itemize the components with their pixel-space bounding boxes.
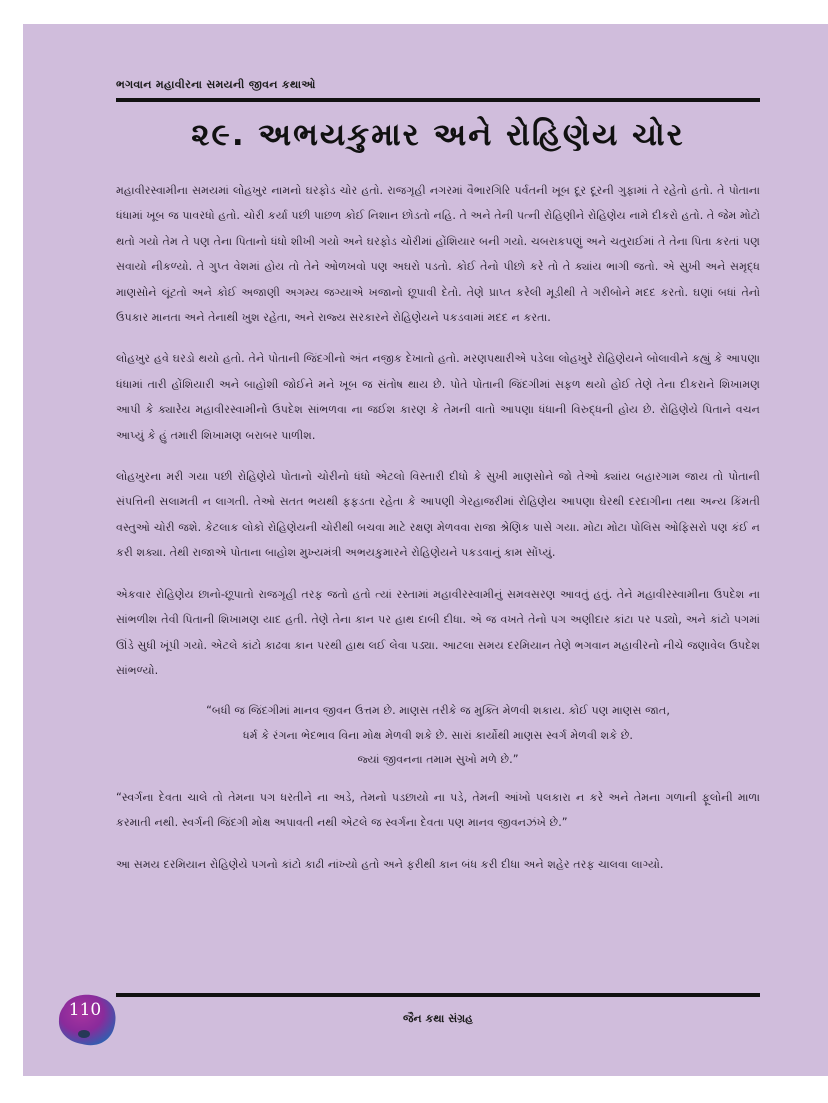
paragraph-1: મહાવીરસ્વામીના સમયમાં લોહખુર નામનો ઘરફોડ ચોર હતો. રાજગૃહી નગરમાં વૈભારગિરિ પર્વતની ખૂબ દૂર દૂરની ગુફામાં તે રહેતો હતો. તે પોતાના ધંધામાં ખૂબ જ પાવરધો હતો. ચોરી કર્યા પછી પાછળ કોઈ નિશાન છોડતો નહિ. તે અને તેની પત્ની રોહિણીને રોહિણેય નામે દીકરો હતો. તે જેમ મોટો થતો ગયો તેમ તે પણ તેના પિતાનો ધંધો શીખી ગયો અને ઘરફોડ ચોરીમાં હોંશિયાર બની ગયો. ચબરાકપણું અને ચતુરાઈમાં તે તેના પિતા કરતાં પણ સવાયો નીકળ્યો. તે ગુપ્ત વેશમાં હોય તો તેને ઓળખવો પણ અઘરો પડતો. કોઈ તેનો પીછો કરે તો તે ક્યાંય ભાગી જતો. એ સુખી અને સમૃદ્ધ માણસોને લૂંટતો અને કોઈ અજાણી અગમ્ય જગ્યાએ ખજાનો છૂપાવી દેતો. તેણે પ્રાપ્ત કરેલી મૂડીથી તે ગરીબોને મદદ કરતો. ઘણાં બધાં તેનો ઉપકાર માનતા અને તેનાથી ખુશ રહેતા, અને રાજ્ય સરકારને રોહિણેયને પકડવામાં મદદ ન કરતા. <box>116 184 760 325</box>
header-rule <box>116 98 760 102</box>
story-body <box>116 178 760 893</box>
page-number: 110 <box>68 1000 102 1020</box>
paragraph-3: લોહખુરના મરી ગયા પછી રોહિણેયે પોતાનો ચોરીનો ધંધો એટલો વિસ્તારી દીધો કે સુખી માણસોને જો તેઓ ક્યાંય બહારગામ જાય તો પોતાની સંપત્તિની સલામતી ન લાગતી. તેઓ સતત ભયથી ફફડતા રહેતા કે આપણી ગેરહાજરીમાં રોહિણેય આપણા ઘેરથી દરદાગીના તથા અન્ય કિંમતી વસ્તુઓ ચોરી જશે. કેટલાક લોકો રોહિણેયની ચોરીથી બચવા માટે રક્ષણ મેળવવા રાજા શ્રેણિક પાસે ગયા. મોટા મોટા પોલિસ ઓફિસરો પણ કંઈ ન કરી શક્યા. તેથી રાજાએ પોતાના બાહોશ મુખ્યમંત્રી અભયકુમારને રોહિણેયને પકડવાનું કામ સોંપ્યું. <box>116 470 760 560</box>
chapter-title: ૨૯. અભયકુમાર અને રોહિણેય ચોર <box>191 117 685 153</box>
running-head: ભગવાન મહાવીરના સમયની જીવન કથાઓ <box>116 78 316 91</box>
paragraph-2: લોહખુર હવે ઘરડો થયો હતો. તેને પોતાની જિંદગીનો અંત નજીક દેખાતો હતો. મરણપથારીએ પડેલા લોહખુરે રોહિણેયને બોલાવીને કહ્યું કે આપણા ધંધામાં તારી હોંશિયારી અને બાહોશી જોઈને મને ખૂબ જ સંતોષ થાય છે. પોતે પોતાની જિંદગીમાં સફળ થયો હોઈ તેણે તેના દીકરાને શિખામણ આપી કે ક્યારેય મહાવીરસ્વામીનો ઉપદેશ સાંભળવા ના જઈશ કારણ કે તેમની વાતો આપણા ધંધાની વિરુદ્ધની હોય છે. રોહિણેયે પિતાને વચન આપ્યું કે હું તમારી શિખામણ બરાબર પાળીશ. <box>116 352 760 442</box>
sermon-quote <box>116 699 760 773</box>
quote-line-1: “બધી જ જિંદગીમાં માનવ જીવન ઉત્તમ છે. માણસ તરીકે જ મુક્તિ મેળવી શકાય. કોઈ પણ માણસ જાત, <box>206 704 670 718</box>
footer-rule <box>116 993 760 997</box>
quote-line-3: જ્યાં જીવનના તમામ સુખો મળે છે.” <box>357 753 519 767</box>
closing-paragraph: આ સમય દરમિયાન રોહિણેયે પગનો કાંટો કાઢી નાંખ્યો હતો અને ફરીથી કાન બંધ કરી દીધા અને શહેર તરફ ચાલવા લાગ્યો. <box>116 857 664 871</box>
quote-line-2: ધર્મ કે રંગના ભેદભાવ વિના મોક્ષ મેળવી શકે છે. સારાં કાર્યોથી માણસ સ્વર્ગ મેળવી શકે છે. <box>243 728 633 742</box>
paragraph-4: એકવાર રોહિણેય છાનો-છૂપાતો રાજગૃહી તરફ જતો હતો ત્યાં રસ્તામાં મહાવીરસ્વામીનું સમવસરણ આવતું હતું. તેને મહાવીરસ્વામીના ઉપદેશ ના સાંભળીશ તેવી પિતાની શિખામણ યાદ હતી. તેણે તેના કાન પર હાથ દાબી દીધા. એ જ વખતે તેનો પગ અણીદાર કાંટા પર પડ્યો, અને કાંટો પગમાં ઊંડે સુધી ખૂંપી ગયો. એટલે કાંટો કાઢવા કાન પરથી હાથ લઈ લેવા પડ્યા. આટલા સમય દરમિયાન તેણે ભગવાન મહાવીરનો નીચે જણાવેલ ઉપદેશ સાંભળ્યો. <box>116 587 760 677</box>
book-title: જૈન કથા સંગ્રહ <box>403 1012 473 1025</box>
quote-paragraph: “સ્વર્ગના દેવતા ચાલે તો તેમના પગ ધરતીને ના અડે, તેમનો પડછાયો ના પડે, તેમની આંખો પલકારા ન કરે અને તેમના ગળાની ફૂલોની માળા કરમાતી નથી. સ્વર્ગની જિંદગી મોક્ષ અપાવતી નથી એટલે જ સ્વર્ગના દેવતા પણ માનવ જીવનઝંખે છે.” <box>116 790 760 830</box>
